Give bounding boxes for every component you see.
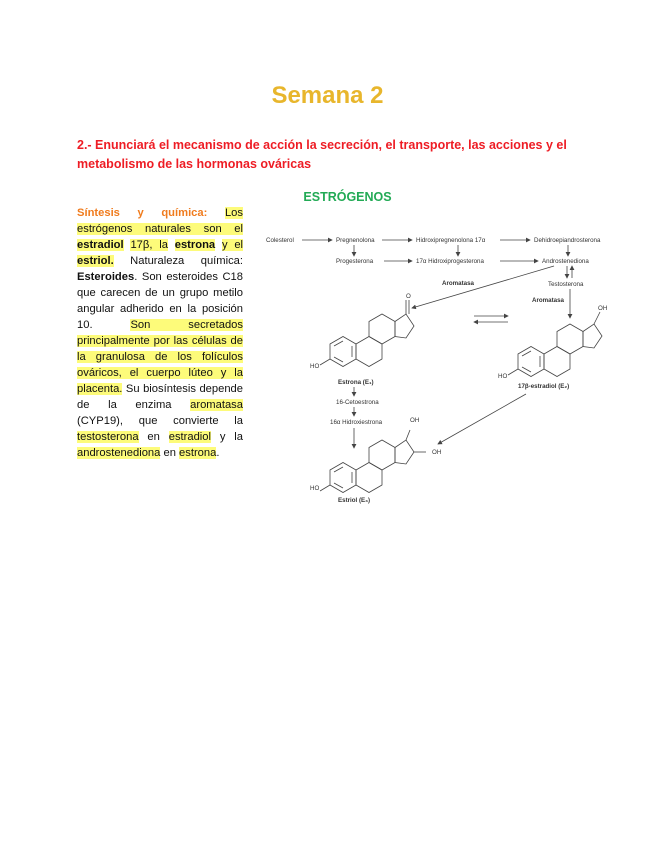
section-heading: ESTRÓGENOS <box>303 190 392 204</box>
label-estrona: Estrona (E₁) <box>338 379 374 386</box>
term-esteroides: Esteroides <box>77 271 135 283</box>
estriol-structure <box>320 430 426 493</box>
term-estradiol-2: estradiol <box>168 431 212 443</box>
label-ho-1: HO <box>310 363 320 370</box>
label-ho-2: HO <box>498 373 508 380</box>
text-run: 17β, la <box>130 239 168 251</box>
label-pregnenolona: Pregnenolona <box>336 237 375 244</box>
arrow <box>438 394 526 444</box>
term-estrona: estrona <box>174 239 216 251</box>
label-estriol: Estriol (E₃) <box>338 497 371 504</box>
term-estriol: estriol. <box>77 255 114 267</box>
text-run: y la <box>219 431 243 443</box>
label-progesterona: Progesterona <box>336 258 374 265</box>
text-run: y el <box>221 239 244 251</box>
label-androstenediona: Androstenediona <box>542 258 589 265</box>
text-run-highlighted: Son secretados principalmente por las células de la granulosa de los folículos ováricos, el cuerpo lúteo y la placenta. <box>77 319 243 395</box>
page-title: Semana 2 <box>271 82 384 109</box>
text-run: (CYP19), que convierte la <box>77 415 243 427</box>
label-o: O <box>406 293 411 300</box>
label-dhea: Dehidroepiandrosterona <box>534 237 601 244</box>
term-estrona-2: estrona <box>179 447 217 459</box>
label-aromatasa-1: Aromatasa <box>442 280 474 287</box>
text-run: Los estrógenos naturales son el <box>77 207 243 235</box>
term-estradiol: estradiol <box>77 239 124 251</box>
estrogen-synthesis-diagram <box>262 226 622 506</box>
label-testosterona: Testosterona <box>548 281 584 288</box>
label-oh-1: OH <box>598 305 608 312</box>
label-hidroxiprogesterona: 17α Hidroxiprogesterona <box>416 258 484 265</box>
term-aromatasa: aromatasa <box>190 399 243 411</box>
label-colesterol: Colesterol <box>266 237 294 244</box>
paragraph-heading: Síntesis y química: <box>77 207 208 219</box>
label-cetoestrona: 16-Cetoestrona <box>336 399 379 406</box>
synthesis-paragraph <box>77 205 243 461</box>
text-run: Naturaleza química: <box>130 255 243 267</box>
label-oh-3: OH <box>432 449 442 456</box>
text-run: . <box>216 447 220 459</box>
term-testosterona: testosterona <box>77 431 139 443</box>
estradiol-structure <box>508 312 602 377</box>
label-hidroxipregnenolona: Hidroxipregnenolona 17α <box>416 237 486 244</box>
question-text: 2.- Enunciará el mecanismo de acción la secreción, el transporte, las acciones y el metabolismo de las hormonas ováricas <box>77 138 567 171</box>
label-hidroxiestrona: 16α Hidroxiestrona <box>330 419 383 426</box>
term-androstenediona: androstenediona <box>77 447 161 459</box>
text-run: en <box>163 447 176 459</box>
label-oh-2: OH <box>410 417 420 424</box>
label-ho-3: HO <box>310 485 320 492</box>
text-run: . Son esteroides C18 que carecen de un grupo metilo angular adherido en la posición 10. <box>77 271 243 331</box>
text-run: Su biosíntesis depende de la enzima <box>77 383 243 411</box>
estrona-structure <box>320 300 414 367</box>
label-aromatasa-2: Aromatasa <box>532 297 564 304</box>
text-run: en <box>147 431 160 443</box>
label-estradiol: 17β-estradiol (E₂) <box>518 383 570 390</box>
